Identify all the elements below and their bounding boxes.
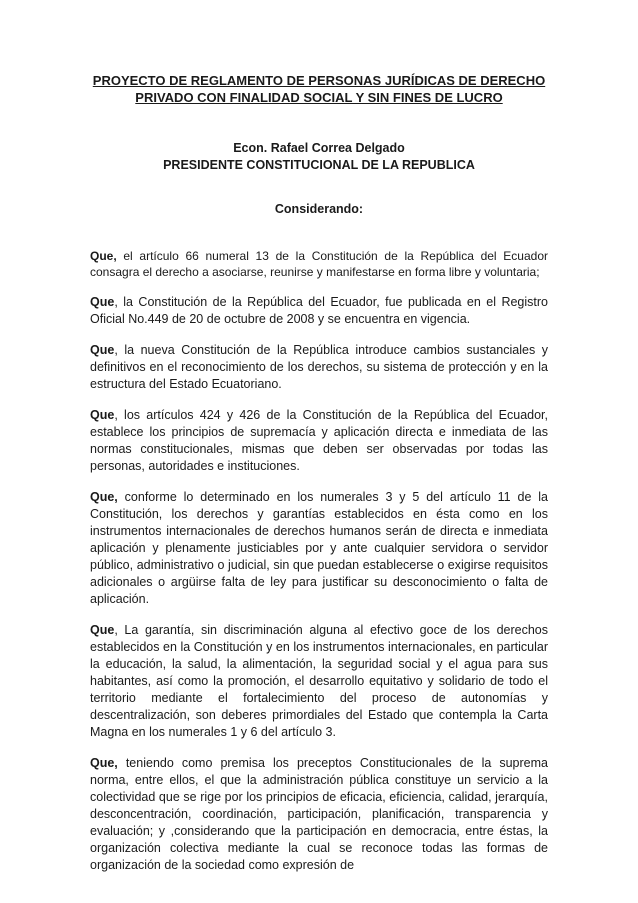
document-body xyxy=(90,248,548,874)
paragraph-lead: Que, xyxy=(90,490,118,504)
author-block xyxy=(90,140,548,174)
paragraph xyxy=(90,294,548,328)
paragraph-lead: Que, xyxy=(90,249,117,263)
paragraph xyxy=(90,248,548,280)
paragraph-text: , los artículos 424 y 426 de la Constitución de la República del Ecuador, establece los principios de supremacía y aplicación directa e inmediata de las normas constitucionales, mismas que deben ser observadas por todas las personas, autoridades e instituciones. xyxy=(90,408,548,473)
paragraph-lead: Que, xyxy=(90,756,118,770)
paragraph-text: , la Constitución de la República del Ecuador, fue publicada en el Registro Oficial No.449 de 20 de octubre de 2008 y se encuentra en vigencia. xyxy=(90,295,548,326)
paragraph xyxy=(90,489,548,608)
paragraph-lead: Que xyxy=(90,408,115,422)
author-role: PRESIDENTE CONSTITUCIONAL DE LA REPUBLICA xyxy=(163,158,475,172)
paragraph-text: , la nueva Constitución de la República introduce cambios sustanciales y definitivos en el reconocimiento de los derechos, su sistema de protección y en la estructura del Estado Ecuatoriano. xyxy=(90,343,548,391)
paragraph-lead: Que xyxy=(90,623,115,637)
author-name: Econ. Rafael Correa Delgado xyxy=(233,141,405,155)
paragraph-lead: Que xyxy=(90,343,115,357)
paragraph-text: conforme lo determinado en los numerales 3 y 5 del artículo 11 de la Constitución, los derechos y garantías establecidos en ésta como en los instrumentos internacionales de derechos humanos serán de directa e inmediata aplicación y plenamente justiciables por y ante cualquier servidora o servidor público, administrativo o judicial, sin que puedan establecerse o exigirse requisitos adicionales o argüirse falta de ley para justificar su desconocimiento o falta de aplicación. xyxy=(90,490,548,606)
document-title xyxy=(90,72,548,106)
paragraph-text: el artículo 66 numeral 13 de la Constitución de la República del Ecuador consagra el derecho a asociarse, reunirse y manifestarse en forma libre y voluntaria; xyxy=(90,249,548,279)
paragraph-text: , La garantía, sin discriminación alguna al efectivo goce de los derechos establecidos en la Constitución y en los instrumentos internacionales, en particular la educación, la salud, la alimentación, la seguridad social y el agua para sus habitantes, así como la promoción, el desarrollo equitativo y solidario de todo el territorio mediante el fortalecimiento del proceso de autonomías y descentralización, son deberes primordiales del Estado que contempla la Carta Magna en los numerales 1 y 6 del artículo 3. xyxy=(90,623,548,739)
paragraph xyxy=(90,755,548,874)
paragraph xyxy=(90,342,548,393)
paragraph xyxy=(90,622,548,741)
considerando-heading: Considerando: xyxy=(274,202,364,216)
paragraph xyxy=(90,407,548,475)
paragraph-lead: Que xyxy=(90,295,115,309)
title-line-2: PRIVADO CON FINALIDAD SOCIAL Y SIN FINES DE LUCRO xyxy=(135,90,503,105)
title-line-1: PROYECTO DE REGLAMENTO DE PERSONAS JURÍDICAS DE DERECHO xyxy=(92,73,546,88)
paragraph-text: teniendo como premisa los preceptos Constitucionales de la suprema norma, entre ellos, el que la administración pública constituye un servicio a la colectividad que se rige por los principios de eficacia, eficiencia, calidad, jerarquía, desconcentración, coordinación, participación, planificación, transparencia y evaluación; y ,considerando que la participación en democracia, entre éstas, la organización colectiva mediante la cual se reconoce todas las formas de organización de la sociedad como expresión de xyxy=(90,756,548,872)
